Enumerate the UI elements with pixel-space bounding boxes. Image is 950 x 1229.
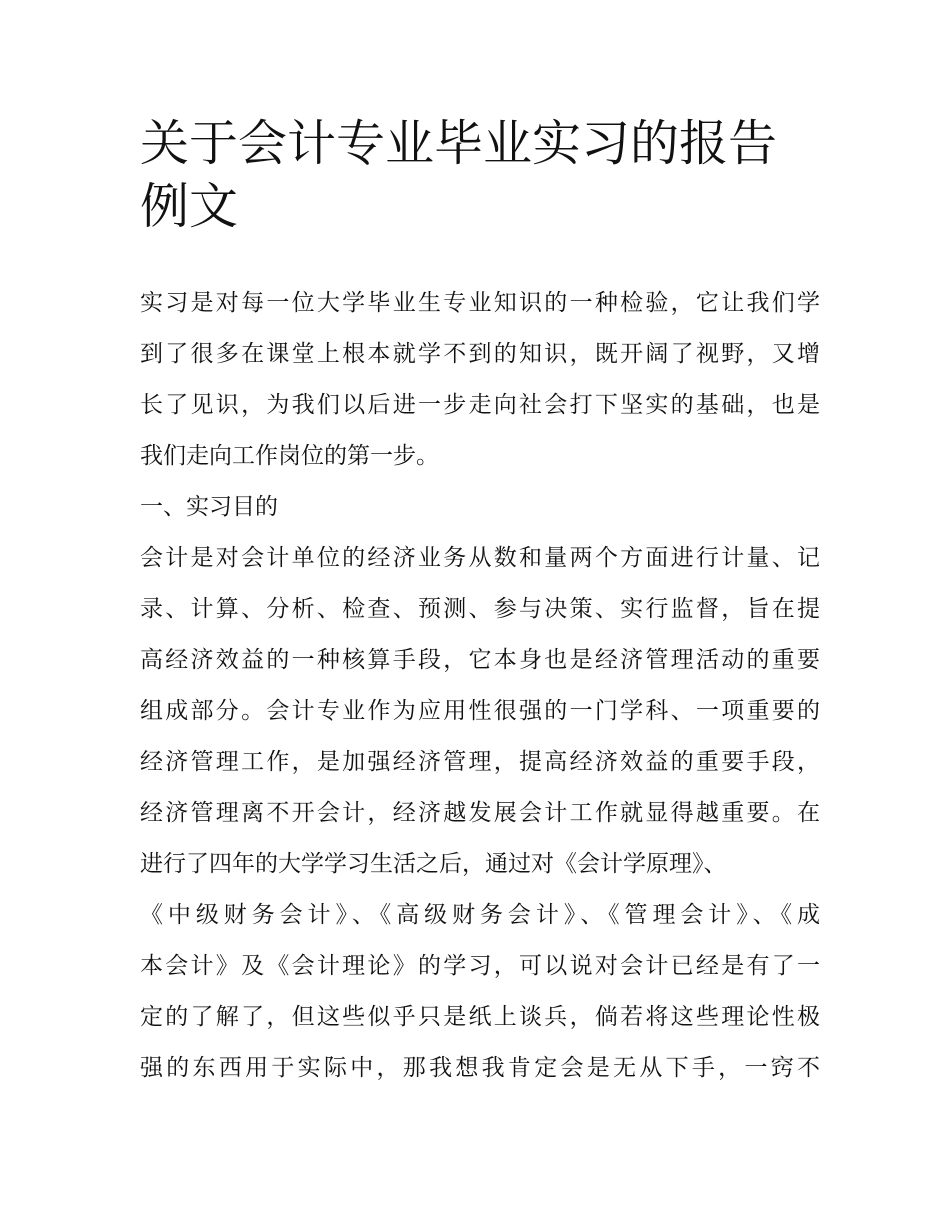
body-line-3: 长了见识，为我们以后进一步走向社会打下坚实的基础，也是 xyxy=(140,392,820,418)
body-line-15: 定的了解了，但这些似乎只是纸上谈兵，倘若将这些理论性极 xyxy=(140,1004,820,1030)
body-line-8: 高经济效益的一种核算手段，它本身也是经济管理活动的重要 xyxy=(140,647,820,673)
body-line-9: 组成部分。会计专业作为应用性很强的一门学科、一项重要的 xyxy=(140,698,820,724)
title-line-2: 例文 xyxy=(140,178,239,235)
body-line-7: 录、计算、分析、检查、预测、参与决策、实行监督，旨在提 xyxy=(140,596,820,622)
body-line-2: 到了很多在课堂上根本就学不到的知识，既开阔了视野，又增 xyxy=(140,341,820,367)
body-line-14: 本会计》及《会计理论》的学习，可以说对会计已经是有了一 xyxy=(140,953,820,979)
document-body xyxy=(140,278,820,1094)
title-line-1: 关于会计专业毕业实习的报告 xyxy=(140,115,778,172)
body-line-12: 进行了四年的大学学习生活之后，通过对《会计学原理》、 xyxy=(140,851,727,877)
body-line-5: 一、实习目的 xyxy=(140,494,278,520)
body-line-16: 强的东西用于实际中，那我想我肯定会是无从下手，一窍不 xyxy=(140,1055,820,1081)
body-line-13: 《中级财务会计》、《高级财务会计》、《管理会计》、《成 xyxy=(140,902,820,928)
body-line-1: 实习是对每一位大学毕业生专业知识的一种检验，它让我们学 xyxy=(140,290,820,316)
document-title xyxy=(140,112,820,238)
body-line-10: 经济管理工作，是加强经济管理，提高经济效益的重要手段， xyxy=(140,749,820,775)
body-line-6: 会计是对会计单位的经济业务从数和量两个方面进行计量、记 xyxy=(140,545,820,571)
body-line-4: 我们走向工作岗位的第一步。 xyxy=(140,443,439,469)
body-line-11: 经济管理离不开会计，经济越发展会计工作就显得越重要。在 xyxy=(140,800,820,826)
